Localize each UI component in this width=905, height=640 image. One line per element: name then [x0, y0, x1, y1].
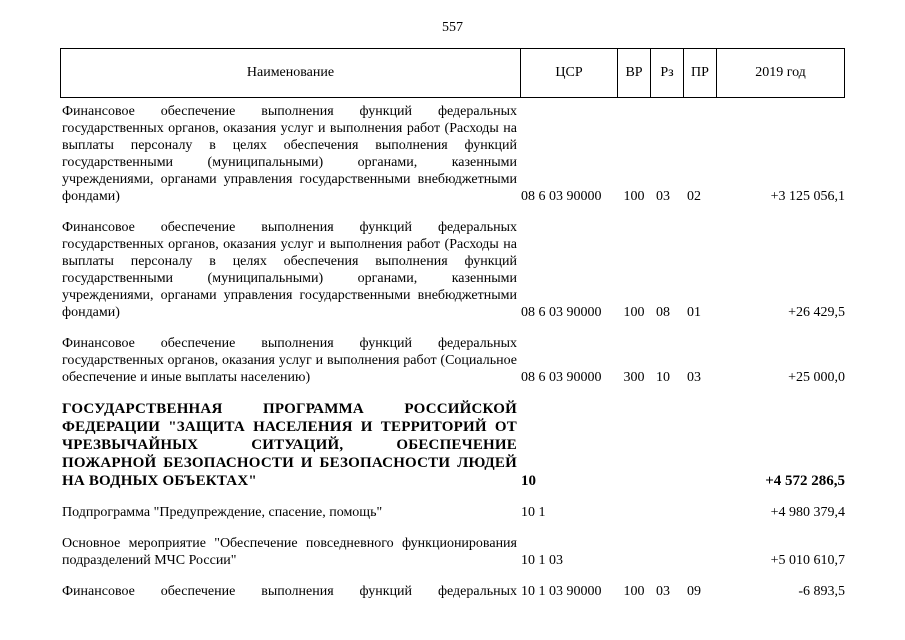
row-rz: 08: [656, 305, 670, 320]
table-row: [62, 219, 845, 321]
page-number: 557: [442, 20, 463, 35]
header-csr: ЦСР: [521, 49, 618, 97]
row-amount: +5 010 610,7: [770, 553, 845, 568]
row-amount: +4 572 286,5: [765, 473, 845, 489]
header-vr: ВР: [618, 49, 651, 97]
row-csr: 10 1: [521, 505, 546, 520]
table-row: [62, 535, 845, 569]
row-name: Основное мероприятие "Обеспечение повседневного функционирования подразделений МЧС России": [62, 536, 517, 568]
row-pr: 01: [687, 305, 701, 320]
row-csr: 08 6 03 90000: [521, 189, 602, 204]
table-header: [60, 48, 845, 98]
row-amount: +25 000,0: [788, 370, 845, 385]
row-amount: +3 125 056,1: [770, 189, 845, 204]
row-csr: 10 1 03 90000: [521, 584, 602, 599]
row-rz: 03: [656, 584, 670, 599]
row-name: Финансовое обеспечение выполнения функций федеральных: [62, 584, 517, 599]
table-body: [62, 103, 845, 614]
row-pr: 09: [687, 584, 701, 599]
row-rz: 03: [656, 189, 670, 204]
row-name: Финансовое обеспечение выполнения функций федеральных государственных органов, оказания услуг и выполнения работ (Расходы на выплаты персоналу в целях обеспечения выполнения функций государственными (муниципальными) органами, казенными учреждениями, органами управления государственными внебюджетными фондами): [62, 220, 517, 320]
row-amount: +26 429,5: [788, 305, 845, 320]
row-csr: 08 6 03 90000: [521, 370, 602, 385]
header-pr: ПР: [684, 49, 717, 97]
row-vr: 100: [623, 305, 645, 320]
row-name: Финансовое обеспечение выполнения функций федеральных государственных органов, оказания услуг и выполнения работ (Расходы на выплаты персоналу в целях обеспечения выполнения функций государственными (муниципальными) органами, казенными учреждениями, органами управления государственными внебюджетными фондами): [62, 104, 517, 204]
header-name: Наименование: [61, 49, 521, 97]
header-year: 2019 год: [755, 65, 806, 80]
table-row: [62, 583, 845, 600]
row-amount: +4 980 379,4: [770, 505, 845, 520]
row-name: Финансовое обеспечение выполнения функций федеральных государственных органов, оказания услуг и выполнения работ (Социальное обеспечение и иные выплаты населению): [62, 336, 517, 385]
row-vr: 300: [623, 370, 645, 385]
row-name: Подпрограмма "Предупреждение, спасение, помощь": [62, 505, 383, 520]
row-amount: -6 893,5: [798, 584, 845, 599]
row-csr: 10: [521, 473, 536, 489]
table-row: [62, 103, 845, 205]
table-row-program: [62, 400, 845, 490]
row-csr: 10 1 03: [521, 553, 563, 568]
row-csr: 08 6 03 90000: [521, 305, 602, 320]
header-rz: Рз: [651, 49, 684, 97]
row-name: ГОСУДАРСТВЕННАЯ ПРОГРАММА РОССИЙСКОЙ ФЕДЕРАЦИИ "ЗАЩИТА НАСЕЛЕНИЯ И ТЕРРИТОРИЙ ОТ ЧРЕЗВЫЧАЙНЫХ СИТУАЦИЙ, ОБЕСПЕЧЕНИЕ ПОЖАРНОЙ БЕЗОПАСНОСТИ И БЕЗОПАСНОСТИ ЛЮДЕЙ НА ВОДНЫХ ОБЪЕКТАХ": [62, 401, 517, 489]
row-vr: 100: [623, 189, 645, 204]
table-row: [62, 335, 845, 386]
row-pr: 03: [687, 370, 701, 385]
table-row: [62, 504, 845, 521]
row-pr: 02: [687, 189, 701, 204]
row-vr: 100: [623, 584, 645, 599]
row-rz: 10: [656, 370, 670, 385]
